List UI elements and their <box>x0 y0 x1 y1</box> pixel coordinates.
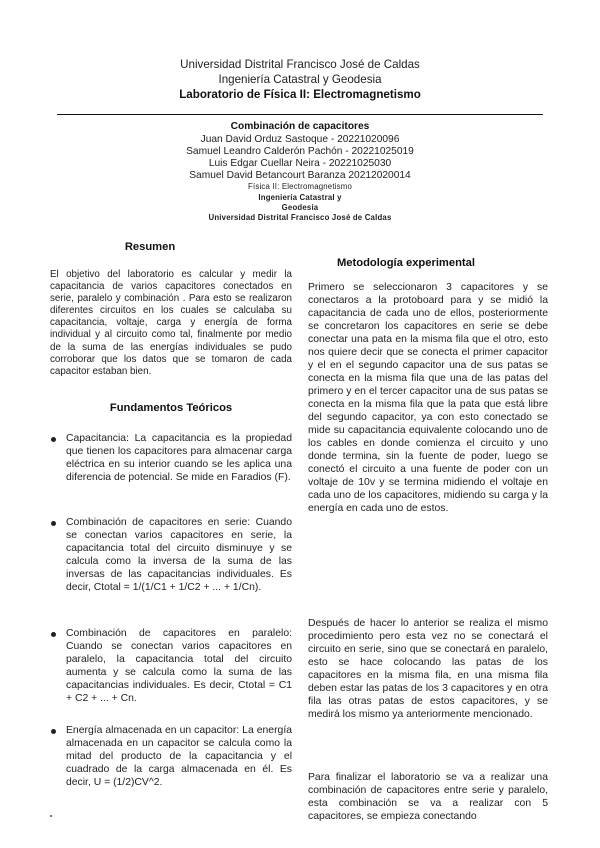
fundamentals-item-text: Combinación de capacitores en paralelo: Cuando se conectan varios capacitores en paralelo, la capacitancia total del circuito aumenta y se calcula como la suma de las capacitancias individuales. Es decir, Ctotal = C1 + C2 + ... + Cn. <box>66 628 292 704</box>
fundamentals-item <box>50 432 292 484</box>
university-name: Universidad Distrital Francisco José de Caldas <box>180 58 420 71</box>
program-name: Ingeniería Catastral y Geodesia <box>218 73 382 86</box>
title-block <box>0 121 600 223</box>
methodology-paragraph: Para finalizar el laboratorio se va a realizar una combinación de capacitores entre serie y paralelo, esta combinación se va a realizar con 5 capacitores, se empieza conectando <box>308 772 548 822</box>
methodology-paragraph: Después de hacer lo anterior se realiza el mismo procedimiento pero esta vez no se conectará el circuito en serie, sino que se conectará en paralelo, esto se hace colocando las patas de los capacitores en la misma fila, en una misma fila deben estar las patas de los 3 capacitores y en otra fila las otras patas de estos capacitores, y se medirá los mismo ya anteriormente mencionado. <box>308 618 548 720</box>
author-line: Juan David Orduz Sastoque - 20221020096 <box>200 133 400 145</box>
abstract-text: El objetivo del laboratorio es calcular y medir la capacitancia de varios capacitores conectados en serie, paralelo y combinación . Para esto se realizaron diferentes circuitos en los cuales se calculaba su capacitancia, voltaje, carga y energía de forma individual y al circuito como tal, finalmente por medio de la suma de las energías individuales se pudo corroborar que los datos que se tomaron de cada capacitor estaban bien. <box>50 269 292 377</box>
fundamentals-item-text: Combinación de capacitores en serie: Cuando se conectan varios capacitores en serie, la capacitancia total del circuito disminuye y se calcula como la inversa de la suma de las inversas de las capacitancias individuales. Es decir, Ctotal = 1/(1/C1 + 1/C2 + ... + 1/Cn). <box>66 517 292 593</box>
fundamentals-item <box>50 627 292 705</box>
methodology-heading: Metodología experimental <box>336 257 475 269</box>
abstract-heading: Resumen <box>124 241 176 253</box>
page-mark <box>50 815 52 817</box>
paper-title: Combinación de capacitores <box>230 121 370 132</box>
header-divider <box>57 114 543 115</box>
affiliation-program-line1: Ingeniería Catastral y <box>258 192 342 202</box>
author-line: Luis Edgar Cuellar Neira - 20221025030 <box>208 157 392 169</box>
author-line: Samuel Leandro Calderón Pachón - 20221025019 <box>186 145 414 157</box>
methodology-paragraph: Primero se seleccionaron 3 capacitores y se conectaros a la protoboard para y se midió la capacitancia de cada uno de ellos, posteriormente se concretaron los capacitores en serie se debe conectar una pata en la misma fila que el otro, esto nos quiere decir que se conecta el primer capacitor y el en el segundo capacitor una de sus patas se conecta en la misma fila que una de las patas del primero y en el tercer capacitor una de sus patas se conecta en la misma fila que la pata que está libre del segundo capacitor, ya con esto conectado se mide su capacitancia equivalente colocando uno de los cables en donde comienza el circuito y uno donde termina, sin la fuente de poder, luego se conectó el circuito a una fuente de poder con un voltaje de 10v y se termina midiendo el voltaje en cada uno de los capacitores, midiendo su carga y la energía en cada uno de estos. <box>308 282 548 514</box>
fundamentals-heading: Fundamentos Teóricos <box>109 402 233 414</box>
affiliation-course: Física II: Electromagnetismo <box>248 182 352 192</box>
fundamentals-item <box>50 724 292 789</box>
affiliation-university: Universidad Distrital Francisco José de Caldas <box>208 212 392 222</box>
affiliation-program-line2: Geodesia <box>281 202 319 212</box>
bullet-icon <box>51 632 56 637</box>
bullet-icon <box>51 729 56 734</box>
fundamentals-item <box>50 516 292 594</box>
bullet-icon <box>51 437 56 442</box>
fundamentals-item-text: Capacitancia: La capacitancia es la propiedad que tienen los capacitores para almacenar carga eléctrica en su interior cuando se les aplica una diferencia de potencial. Se mide en Faradios (F). <box>66 433 292 483</box>
fundamentals-item-text: Energía almacenada en un capacitor: La energía almacenada en un capacitor se calcula como la mitad del producto de la capacitancia y el cuadrado de la carga almacenada en él. Es decir, U = (1/2)CV^2. <box>66 725 292 788</box>
lab-course-title: Laboratorio de Física II: Electromagnetismo <box>179 88 421 101</box>
bullet-icon <box>51 521 56 526</box>
author-line: Samuel David Betancourt Baranza 20212020014 <box>189 170 411 182</box>
institution-header <box>0 57 600 102</box>
